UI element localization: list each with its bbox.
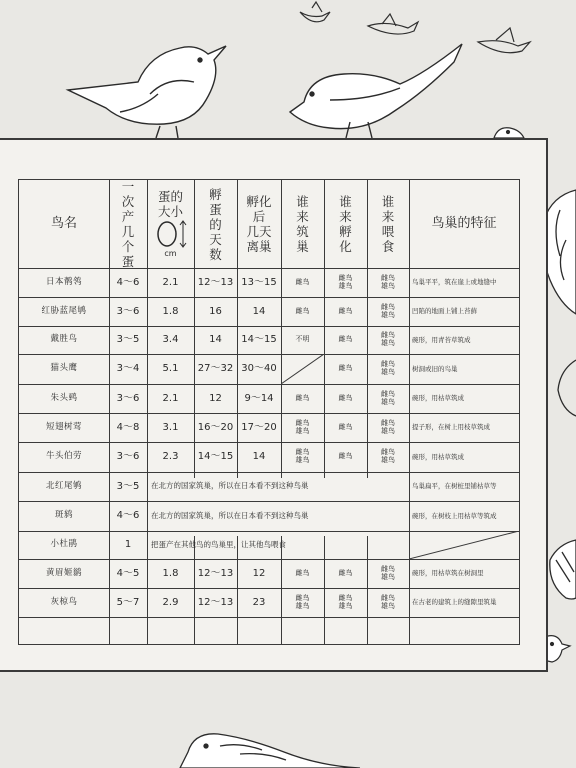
incubator-cell: 雌鸟 xyxy=(338,568,353,577)
builder-cell: 不明 xyxy=(295,335,310,344)
eggs-cell: 3～6 xyxy=(116,305,140,317)
flying-bird-icon xyxy=(300,2,330,22)
egg-size-cell: 3.4 xyxy=(162,334,179,346)
bird-name-cell: 戴胜鸟 xyxy=(50,334,78,345)
eggs-cell: 3～5 xyxy=(116,334,140,346)
feeder-cell: 雌鸟 雄鸟 xyxy=(381,418,395,435)
eggs-cell: 1 xyxy=(124,539,132,551)
feeder-cell: 雌鸟 雄鸟 xyxy=(381,593,395,610)
feeder-cell: 雌鸟 雄鸟 xyxy=(381,302,395,319)
header-incubator: 谁 来 孵 化 xyxy=(339,194,352,254)
builder-cell: 雌鸟 xyxy=(295,277,310,286)
header-bird-name: 鸟名 xyxy=(50,215,77,231)
builder-cell: 雌鸟 xyxy=(295,393,310,402)
builder-cell xyxy=(281,354,324,384)
bottom-bird-icon xyxy=(180,734,360,768)
eggs-cell: 3～6 xyxy=(116,451,140,463)
nest-features-cell: 在古老的建筑上的缝隙里筑巢 xyxy=(412,598,497,607)
bird-nest-table xyxy=(18,179,520,645)
fledge-cell: 14 xyxy=(252,305,266,317)
fledge-cell: 13～15 xyxy=(241,276,277,288)
nest-features-cell: 碗形，用青苔草筑成 xyxy=(412,335,471,344)
egg-size-cell: 2.9 xyxy=(162,596,179,608)
feeder-cell: 雌鸟 雄鸟 xyxy=(381,564,395,581)
bird-name-cell: 猫头鹰 xyxy=(50,363,78,374)
nest-features-cell: 碗形，用枯草筑在树洞里 xyxy=(412,569,484,578)
header-nest-features: 鸟巢的特征 xyxy=(431,215,497,231)
egg-size-cell: 2.1 xyxy=(162,276,179,288)
incubator-cell: 雌鸟 xyxy=(338,335,353,344)
header-fledge-days: 孵化 后 几天 离巢 xyxy=(246,194,272,254)
incubation-cell: 14 xyxy=(209,334,222,346)
eggs-cell: 4～6 xyxy=(116,510,140,522)
bird-name-cell: 红胁蓝尾鸲 xyxy=(41,305,87,316)
feeder-cell: 雌鸟 雄鸟 xyxy=(381,273,395,290)
eggs-cell: 4～6 xyxy=(116,276,140,288)
eggs-cell: 4～5 xyxy=(116,567,140,579)
peeking-bird-icon xyxy=(494,128,524,138)
egg-size-cell: 2.3 xyxy=(162,451,179,463)
bird-name-cell: 朱头鹀 xyxy=(50,392,78,403)
nest-features-cell: 凹陷的地面上铺上苔藓 xyxy=(412,307,477,316)
bird-name-cell: 日本鹡鸰 xyxy=(45,276,82,287)
fledge-cell: 9～14 xyxy=(244,392,274,404)
builder-cell: 雌鸟 雄鸟 xyxy=(295,448,310,464)
eggs-cell: 3～4 xyxy=(116,363,140,375)
feeder-cell: 雌鸟 雄鸟 xyxy=(381,331,395,347)
incubation-cell: 16 xyxy=(209,305,222,317)
header-incubation-days: 孵 蛋 的 天 数 xyxy=(209,186,222,262)
incubator-cell: 雌鸟 xyxy=(338,306,353,315)
nest-features-cell xyxy=(409,531,522,559)
egg-size-cell: 2.1 xyxy=(162,392,179,404)
bird-name-cell: 斑鸫 xyxy=(54,510,73,521)
egg-size-cell: 1.8 xyxy=(162,305,179,317)
flying-bird-icon xyxy=(478,28,530,53)
fledge-cell: 17～20 xyxy=(241,421,277,433)
bird-name-cell: 短翅树莺 xyxy=(45,421,82,432)
builder-cell: 雌鸟 雄鸟 xyxy=(295,418,310,435)
incubator-cell: 雌鸟 xyxy=(338,422,353,431)
bird-name-cell: 牛头伯劳 xyxy=(45,451,82,462)
fledge-cell: 14～15 xyxy=(241,334,277,346)
header-feeder: 谁 来 喂 食 xyxy=(381,194,395,254)
note-cell: 在北方的国家筑巢，所以在日本看不到这种鸟巢 xyxy=(151,481,309,491)
egg-size-cell: 3.1 xyxy=(162,421,179,433)
singing-bird-icon xyxy=(68,46,226,138)
note-cell: 在北方的国家筑巢，所以在日本看不到这种鸟巢 xyxy=(151,510,309,520)
feeder-cell: 雌鸟 雄鸟 xyxy=(381,360,395,376)
egg-size-cell: 1.8 xyxy=(162,567,179,579)
bird-name-cell: 小杜鹃 xyxy=(50,539,78,550)
nest-features-cell: 碗形，用枯草筑成 xyxy=(412,452,464,461)
fledge-cell: 12 xyxy=(252,567,266,579)
egg-size-cell: 5.1 xyxy=(162,363,179,375)
header-egg-size-unit: cm xyxy=(164,249,177,259)
feeder-cell: 雌鸟 雄鸟 xyxy=(381,448,395,464)
builder-cell: 雌鸟 xyxy=(295,306,310,315)
incubation-cell: 14～15 xyxy=(197,451,234,463)
header-egg-size xyxy=(147,180,194,268)
nest-features-cell: 鸟巢平平，筑在崖上或地缝中 xyxy=(412,278,497,287)
eggs-cell: 5～7 xyxy=(116,596,140,608)
incubator-cell: 雌鸟 雄鸟 xyxy=(338,273,353,290)
incubator-cell: 雌鸟 xyxy=(338,393,353,402)
nest-features-cell: 碗形，用枯草筑成 xyxy=(412,394,464,403)
eggs-cell: 3～6 xyxy=(116,392,140,404)
header-nest-builder: 谁 来 筑 巢 xyxy=(296,194,309,254)
eggs-cell: 4～8 xyxy=(116,421,140,433)
nest-features-cell: 提子形，在树上用枝草筑成 xyxy=(412,423,490,432)
incubation-cell: 27～32 xyxy=(197,363,234,375)
fledge-cell: 14 xyxy=(252,451,266,463)
incubation-cell: 12～13 xyxy=(197,567,234,579)
nest-features-cell: 树洞或旧的鸟巢 xyxy=(412,364,458,373)
builder-cell: 雌鸟 xyxy=(295,568,310,577)
incubator-cell: 雌鸟 xyxy=(338,364,353,373)
flying-bird-icon xyxy=(368,14,418,34)
note-cell: 把蛋产在其他鸟的鸟巢里，让其他鸟喂食 xyxy=(151,539,286,549)
feeder-cell: 雌鸟 雄鸟 xyxy=(381,389,395,406)
incubation-cell: 16～20 xyxy=(197,421,234,433)
incubator-cell: 雌鸟 雄鸟 xyxy=(338,593,353,610)
builder-cell: 雌鸟 雄鸟 xyxy=(295,593,310,610)
perched-bird-icon xyxy=(290,44,462,138)
bird-name-cell: 北红尾鸲 xyxy=(45,480,82,491)
fledge-cell: 30～40 xyxy=(241,363,277,375)
header-eggs-per-clutch: 一 次 产 几 个 蛋 xyxy=(121,179,135,269)
egg-size-icon xyxy=(154,219,188,249)
incubation-cell: 12～13 xyxy=(197,276,234,288)
nest-features-cell: 碗形，在树枝上用枯草等筑成 xyxy=(412,511,497,520)
header-egg-size-label: 蛋的 大小 xyxy=(157,189,183,220)
bird-name-cell: 黄眉姬鹟 xyxy=(45,567,82,578)
fledge-cell: 23 xyxy=(252,596,266,608)
incubation-cell: 12～13 xyxy=(197,596,234,608)
incubator-cell: 雌鸟 xyxy=(338,452,353,461)
nest-features-cell: 鸟巢扁平，在树桩里铺枯草等 xyxy=(412,482,497,491)
eggs-cell: 3～5 xyxy=(116,480,140,492)
incubation-cell: 12 xyxy=(209,392,222,404)
bird-name-cell: 灰椋鸟 xyxy=(50,596,78,607)
